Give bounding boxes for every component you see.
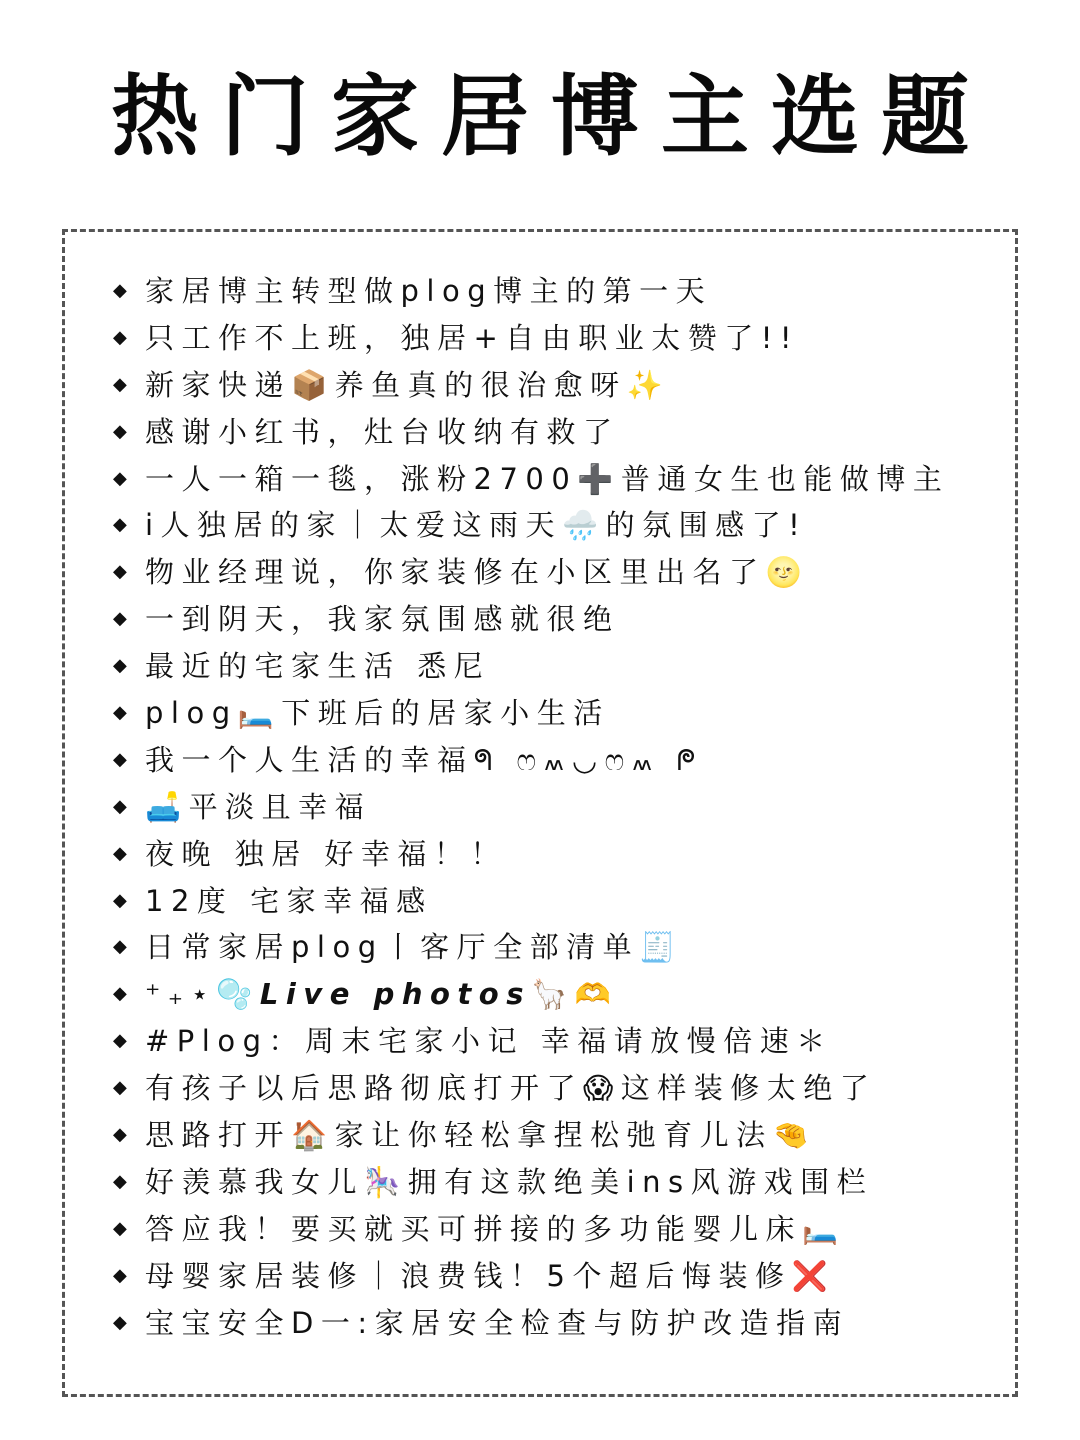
diamond-bullet-icon: ◆ [113, 514, 127, 536]
diamond-bullet-icon: ◆ [113, 1124, 127, 1146]
topic-text: 一到阴天，我家氛围感就很绝 [145, 602, 620, 637]
diamond-bullet-icon: ◆ [113, 936, 127, 958]
diamond-bullet-icon: ◆ [113, 608, 127, 630]
list-item [113, 737, 993, 784]
list-item [113, 268, 993, 315]
list-item [113, 502, 993, 549]
topic-text: 新家快递📦养鱼真的很治愈呀✨ [145, 367, 671, 402]
diamond-bullet-icon: ◆ [113, 561, 127, 583]
list-item [113, 1112, 993, 1159]
list-item [113, 549, 993, 596]
diamond-bullet-icon: ◆ [113, 326, 127, 348]
topic-text: 有孩子以后思路彻底打开了😱这样装修太绝了 [145, 1071, 877, 1106]
topic-text: 🛋️平淡且幸福 [145, 789, 372, 824]
topic-text: 好羡慕我女儿🎠拥有这款绝美ins风游戏围栏 [145, 1164, 874, 1199]
list-item [113, 1159, 993, 1206]
topic-text: i人独居的家｜太爱这雨天🌧️的氛围感了! [145, 508, 808, 543]
list-item [113, 784, 993, 831]
diamond-bullet-icon: ◆ [113, 889, 127, 911]
list-item [113, 456, 993, 503]
list-item [113, 409, 993, 456]
page-title: 热门家居博主选题 [110, 65, 991, 168]
list-item [113, 878, 993, 925]
topic-text: 物业经理说，你家装修在小区里出名了🌝 [145, 555, 810, 590]
list-item [113, 690, 993, 737]
diamond-bullet-icon: ◆ [113, 1077, 127, 1099]
topic-text: 12度 宅家幸福感 [145, 883, 433, 918]
diamond-bullet-icon: ◆ [113, 1264, 127, 1286]
list-item [113, 1018, 993, 1065]
topic-text: 思路打开🏠家让你轻松拿捏松弛育儿法🤏 [145, 1118, 817, 1153]
list-item [113, 1206, 993, 1253]
list-item [113, 362, 993, 409]
topic-text: 日常家居plog丨客厅全部清单🧾 [145, 930, 683, 965]
diamond-bullet-icon: ◆ [113, 1170, 127, 1192]
topic-text: 只工作不上班，独居+自由职业太赞了!! [145, 320, 800, 355]
topic-text: 家居博主转型做plog博主的第一天 [145, 274, 713, 308]
diamond-bullet-icon: ◆ [113, 795, 127, 817]
topic-text: 我一个人生活的幸福ᖗ ෆ៳◡ෆ៳ ᖘ [145, 742, 703, 777]
diamond-bullet-icon: ◆ [113, 702, 127, 724]
list-item [113, 1300, 993, 1347]
topic-text: ⁺₊⋆🫧𝙇𝙞𝙫𝙚 𝙥𝙝𝙤𝙩𝙤𝙨🦙🫶 [145, 977, 619, 1012]
diamond-bullet-icon: ◆ [113, 373, 127, 395]
list-item [113, 1065, 993, 1112]
topic-text: 答应我！要买就买可拼接的多功能婴儿床🛏️ [145, 1211, 846, 1246]
list-item [113, 971, 993, 1018]
diamond-bullet-icon: ◆ [113, 842, 127, 864]
list-item [113, 924, 993, 971]
list-item [113, 1253, 993, 1300]
diamond-bullet-icon: ◆ [113, 420, 127, 442]
list-item [113, 643, 993, 690]
topic-text: 感谢小红书，灶台收纳有救了 [145, 414, 620, 449]
diamond-bullet-icon: ◆ [113, 1217, 127, 1239]
topic-text: 夜晚 独居 好幸福！！ [145, 836, 507, 871]
list-item [113, 596, 993, 643]
diamond-bullet-icon: ◆ [113, 655, 127, 677]
list-item [113, 315, 993, 362]
list-item [113, 831, 993, 878]
diamond-bullet-icon: ◆ [113, 1311, 127, 1333]
diamond-bullet-icon: ◆ [113, 467, 127, 489]
topic-text: 一人一箱一毯，涨粉2700➕普通女生也能做博主 [145, 461, 950, 496]
topic-text: 宝宝安全D一:家居安全检查与防护改造指南 [145, 1305, 850, 1340]
diamond-bullet-icon: ◆ [113, 748, 127, 770]
topic-list [113, 268, 993, 1346]
topic-text: #Plog：周末宅家小记 幸福请放慢倍速＊ [145, 1024, 833, 1059]
diamond-bullet-icon: ◆ [113, 983, 127, 1005]
topic-text: 母婴家居装修｜浪费钱！5个超后悔装修❌ [145, 1258, 836, 1293]
topic-text: plog🛏️下班后的居家小生活 [145, 696, 610, 731]
topic-text: 最近的宅家生活 悉尼 [145, 649, 491, 684]
diamond-bullet-icon: ◆ [113, 1030, 127, 1052]
diamond-bullet-icon: ◆ [113, 280, 127, 301]
